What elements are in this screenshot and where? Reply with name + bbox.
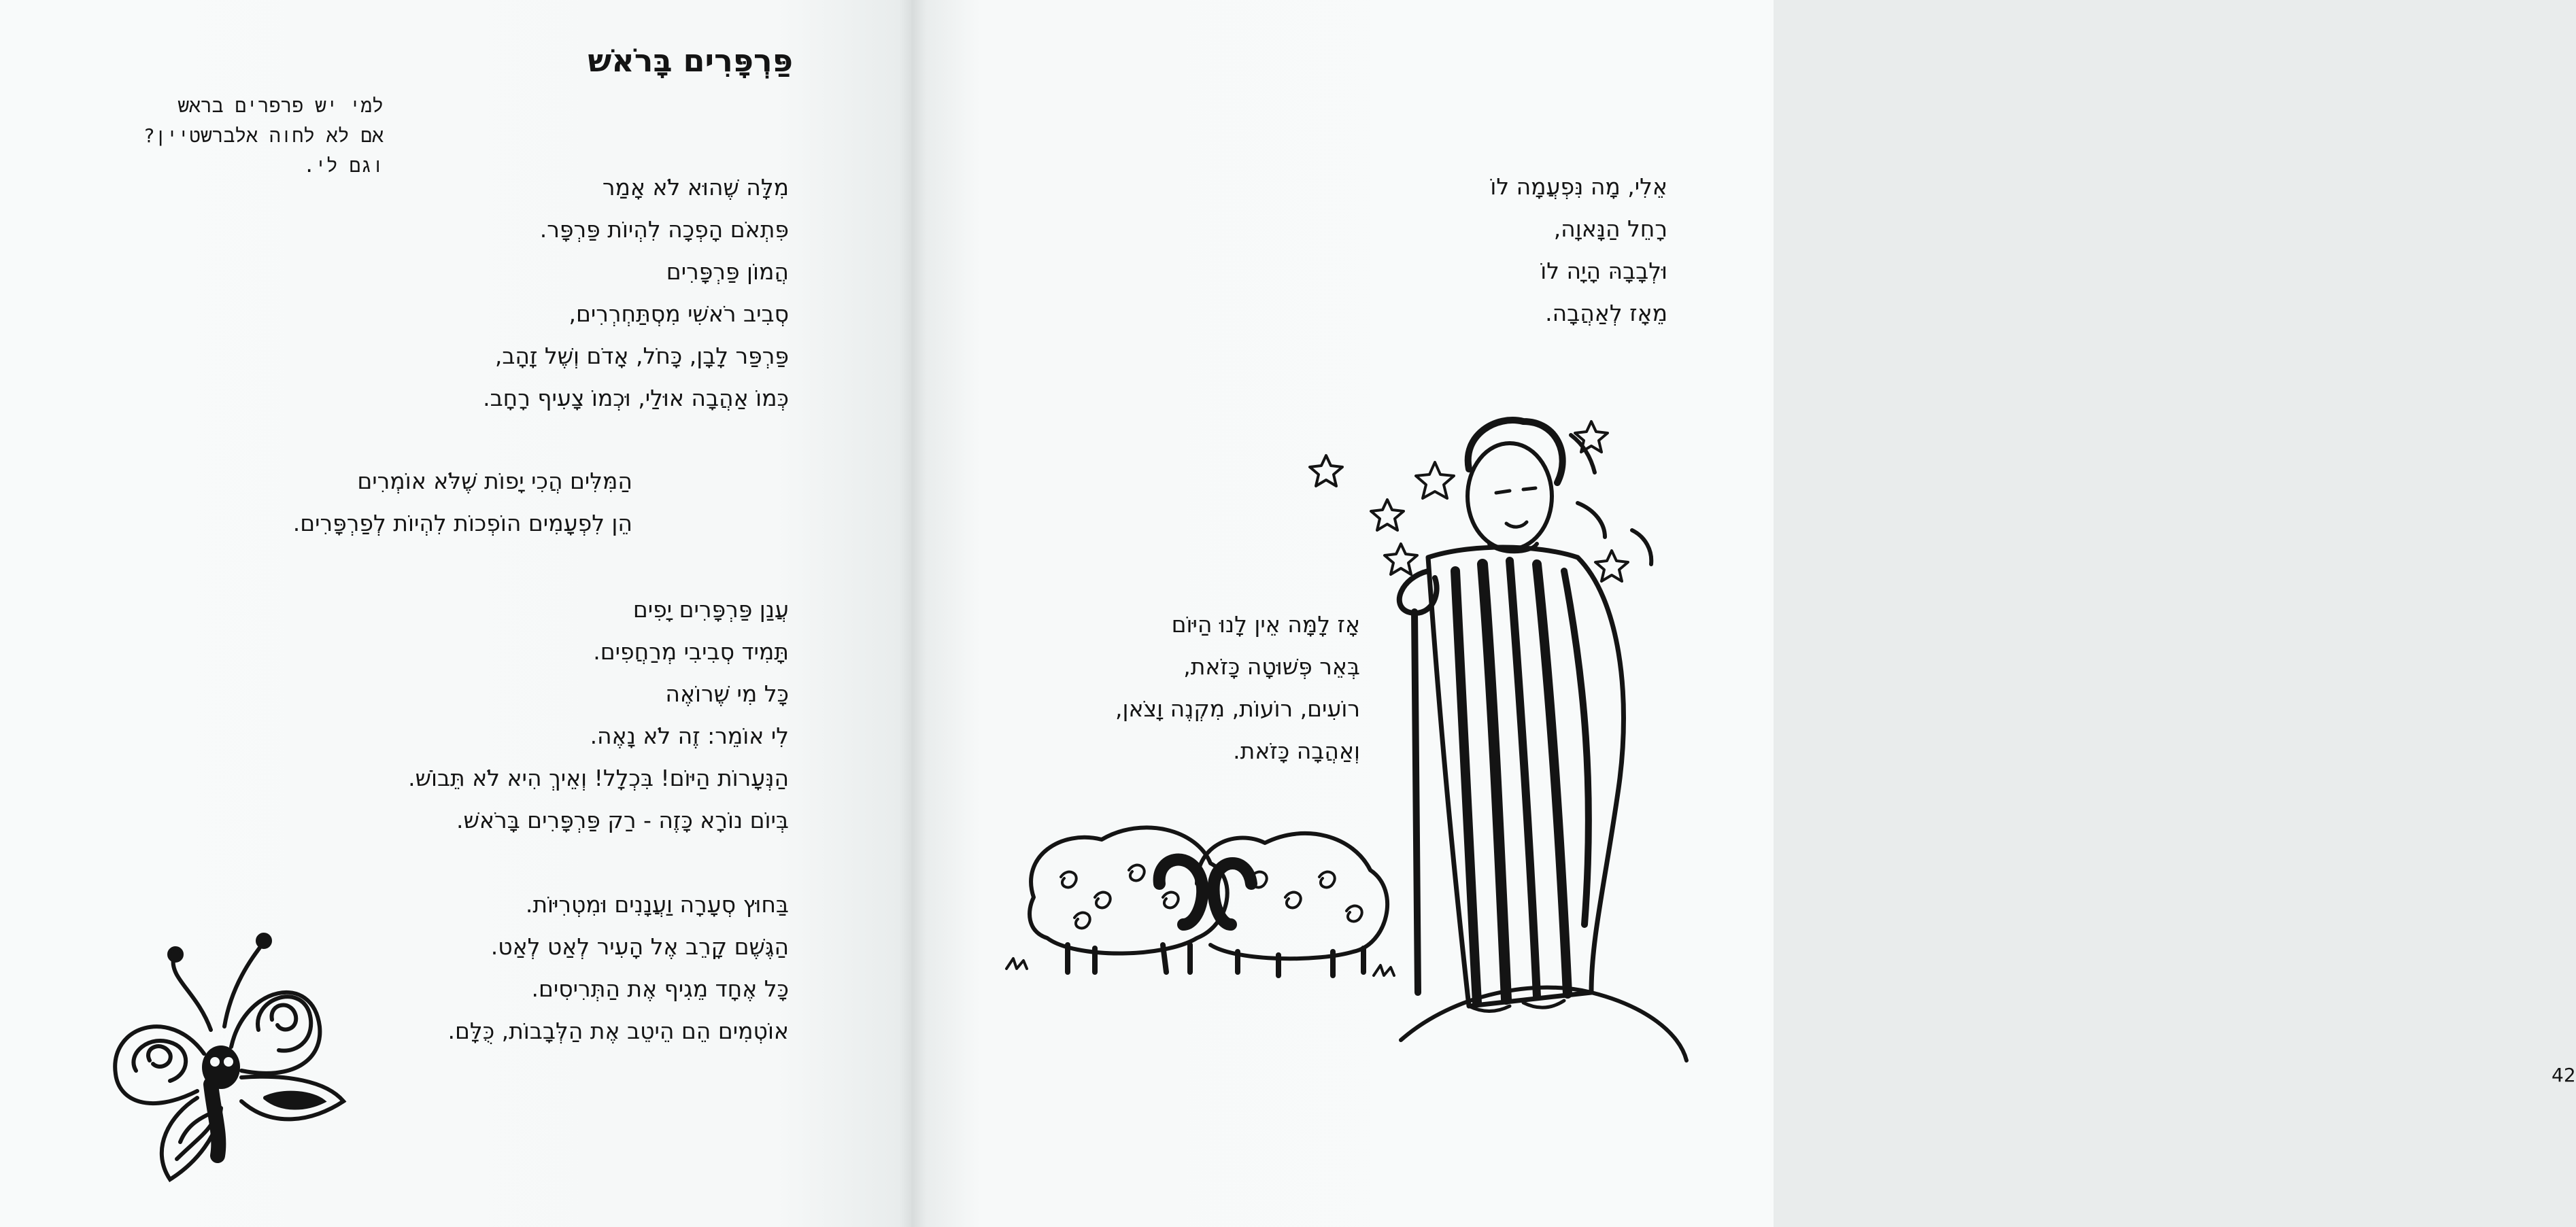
- stanza-1: [483, 167, 789, 419]
- poem-title: פַּרְפָּרִים בָּרֹאשׁ: [588, 42, 793, 79]
- dedication-line: וגם לי.: [303, 154, 384, 177]
- verse-line: מֵאָז לְאַהֲבָה.: [1545, 300, 1667, 326]
- verse-line: תָּמִיד סְבִיבִי מְרַחֲפִים.: [593, 638, 789, 665]
- dedication-line: אם לא לחוה אלברשטיין?: [143, 124, 384, 147]
- verse-line: הַמִּלִּים הֲכִי יָפוֹת שֶׁלֹּא אוֹמְרִים: [357, 468, 632, 494]
- verse-line: לִי אוֹמֵר: זֶה לֹא נָאֶה.: [590, 723, 789, 749]
- verse-line: כְּמוֹ אַהֲבָה אוּלַי, וּכְמוֹ צָעִיף רָחָב.: [483, 385, 789, 411]
- verse-line: רוֹעִים, רוֹעוֹת, מִקְנֶה וָצֹאן,: [1115, 695, 1360, 722]
- verse-line: כָּל אֶחָד מֵגִיף אֶת הַתְּרִיסִים.: [531, 975, 789, 1002]
- butterfly-illustration: [95, 911, 354, 1183]
- verse-line: אֵלִי, מָה נִּפְעֲמָה לוֹ: [1490, 173, 1667, 200]
- verse-line: פַּרְפַּר לָבָן, כָּחֹל, אָדֹם וְשֶׁל זָהָב,: [494, 343, 789, 369]
- verse-line: בַּחוּץ סְעָרָה וַעֲנָנִים וּמִטְרִיּוֹת.: [525, 891, 789, 918]
- right-stanza-1: [1490, 166, 1667, 334]
- verse-line: אָז לָמָּה אֵין לָנוּ הַיּוֹם: [1171, 611, 1360, 638]
- book-gutter: [899, 0, 926, 1227]
- dedication: [143, 91, 384, 181]
- verse-line: מִלָּה שֶׁהוּא לֹא אָמַר: [602, 174, 789, 201]
- shepherd-illustration: [993, 408, 1673, 1074]
- page-number: 42: [2552, 1064, 2576, 1086]
- verse-line: הֲמוֹן פַּרְפָּרִים: [666, 258, 789, 285]
- verse-line: אוֹטְמִים הֵם הֵיטֵב אֶת הַלְּבָבוֹת, כֻּלָּם.: [447, 1018, 789, 1044]
- verse-line: כָּל מִי שֶׁרוֹאֶה: [665, 680, 789, 707]
- dedication-line: למי יש פרפרים בראש: [177, 94, 384, 117]
- stanza-2: [293, 460, 632, 545]
- verse-line: עֲנַן פַּרְפָּרִים יָפִים: [632, 596, 789, 623]
- verse-line: וְאַהֲבָה כָּזֹאת.: [1233, 738, 1360, 764]
- verse-line: פִּתְאֹם הָפְכָה לִהְיוֹת פַּרְפָּר.: [539, 216, 789, 243]
- verse-line: הֵן לִפְעָמִים הוֹפְכוֹת לִהְיוֹת לְפַרְפָּרִים.: [292, 510, 632, 536]
- stanza-3: [408, 589, 789, 842]
- verse-line: הַגֶּשֶׁם קָרֵב אֶל הָעִיר לְאַט לְאַט.: [490, 933, 789, 960]
- verse-line: סְבִיב רֹאשִׁי מִסְתַּחְרְרִים,: [569, 300, 789, 327]
- stanza-4: [448, 884, 789, 1052]
- left-page: [0, 0, 911, 1227]
- verse-line: בְּאֵר פְּשׁוּטָה כָּזֹאת,: [1183, 653, 1360, 680]
- verse-line: הַנְּעָרוֹת הַיּוֹם! בִּכְלָל! וְאֵיךְ הִיא לֹא תֵּבוֹשׁ.: [408, 765, 789, 791]
- verse-line: רָחֵל הַנָּאוָה,: [1553, 215, 1667, 242]
- verse-line: בְּיוֹם נוֹרָא כָּזֶה - רַק פַּרְפָּרִים בָּרֹאשׁ.: [456, 807, 789, 833]
- right-page: [911, 0, 2576, 1227]
- verse-line: וּלְבָבָהּ הָיָה לוֹ: [1540, 258, 1667, 284]
